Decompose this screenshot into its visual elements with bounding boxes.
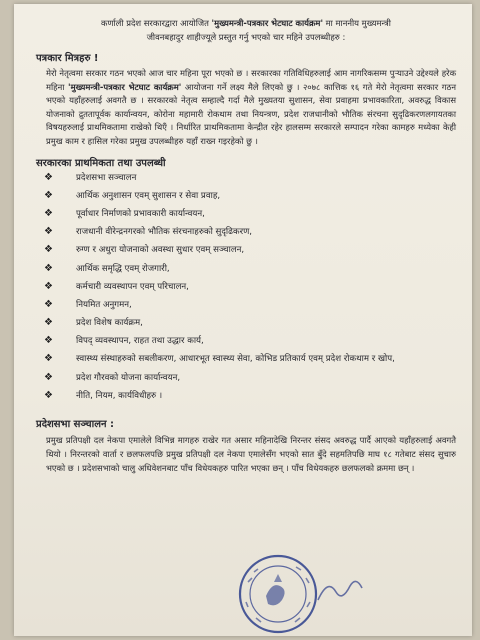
- list-item-text: प्रदेश गौरवको योजना कार्यान्वयन,: [76, 372, 181, 383]
- diamond-bullet-icon: ❖: [44, 226, 53, 238]
- list-item: [36, 208, 456, 221]
- diamond-bullet-icon: ❖: [44, 389, 53, 401]
- list-item-text: कर्मचारी व्यवस्थापन एवम् परिचालन,: [76, 281, 189, 292]
- list-item: [36, 190, 456, 203]
- list-item-text: प्रदेशसभा सञ्चालन: [76, 172, 137, 183]
- greeting-heading: पत्रकार मित्रहरु !: [36, 53, 99, 64]
- list-item: [36, 390, 456, 403]
- diamond-bullet-icon: ❖: [44, 207, 53, 219]
- list-item: [36, 263, 456, 276]
- list-item-text: प्रदेश विशेष कार्यक्रम,: [76, 318, 143, 329]
- diamond-bullet-icon: ❖: [44, 171, 53, 183]
- diamond-bullet-icon: ❖: [44, 371, 53, 383]
- diamond-bullet-icon: ❖: [44, 298, 53, 310]
- list-item: [36, 335, 456, 348]
- diamond-bullet-icon: ❖: [44, 353, 53, 365]
- diamond-bullet-icon: ❖: [44, 189, 53, 201]
- signature-mark: [314, 570, 374, 610]
- list-item: [36, 317, 456, 330]
- list-item: [36, 172, 456, 185]
- list-item: [36, 244, 456, 257]
- intro-block: [36, 16, 456, 44]
- assembly-heading: प्रदेशसभा सञ्चालन :: [36, 419, 115, 431]
- diamond-bullet-icon: ❖: [44, 244, 53, 256]
- list-item-text: रुग्ण र अधुरा योजनाको अवस्था सुधार एवम् सञ्चालन,: [76, 245, 245, 256]
- priorities-list: [36, 172, 456, 403]
- greeting-paragraph: [46, 67, 456, 149]
- greeting-para-b: आयोजना गर्ने लक्ष्य मैले लिएको छु । २०७८ कात्तिक १६ गते मेरो नेतृत्वमा सरकार गठन भएको यहाँहरुलाई अवगतै छ । सरकारको नेतृत्व सम्हाल्दै गर्दा मैले मुख्यतया सुशासन, सेवा प्रवाहमा प्रभावकारिता, अवरुद्ध विकास योजनाको द्रुततापूर्वक कार्यान्वयन, कोरोना महामारी रोकथाम तथा नियन्त्रण, प्रदेश राजधानीको भौतिक संरचना सुदृढिकरणलगायतका विषयहरुलाई प्राथमिकतामा राखेको थिएँ । निर्धारित प्राथमिकतामा केन्द्रीत रहेर हालसम्म सरकारले सम्पादन गरेका कामहरु मध्येका केही प्रमुख काम र हासिल गरेका प्रमुख उपलब्धीहरु यहाँ राख्न गइरहेको छु ।: [46, 81, 456, 146]
- list-item: [36, 353, 456, 366]
- office-seal-stamp: [236, 552, 320, 636]
- list-item-text: स्वास्थ्य संस्थाहरुको सबलीकरण, आधारभूत स्वास्थ्य सेवा, कोभिड प्रतिकार्य एवम् प्रदेश रोकथाम र खोप,: [76, 354, 395, 365]
- list-item: [36, 226, 456, 239]
- list-item-text: आर्थिक समृद्धि एवम् रोजगारी,: [76, 263, 170, 274]
- list-item-text: राजधानी वीरेन्द्रनगरको भौतिक संरचनाहरुको सुदृढिकरण,: [76, 227, 253, 238]
- document-page: [14, 4, 472, 636]
- list-item: [36, 372, 456, 385]
- list-item-text: नीति, नियम, कार्यविधीहरु ।: [76, 390, 163, 401]
- list-item-text: पूर्वाधार निर्माणको प्रभावकारी कार्यान्वयन,: [76, 208, 205, 219]
- diamond-bullet-icon: ❖: [44, 317, 53, 329]
- greeting-program-name: 'मुख्यमन्त्री-पत्रकार भेटघाट कार्यक्रम': [68, 81, 182, 92]
- diamond-bullet-icon: ❖: [44, 335, 53, 347]
- greeting-para-a: मेरो नेतृत्वमा सरकार गठन भएको आज चार महिना पूरा भएको छ । सरकारका गतिविधिहरुलाई आम नागरिकसम्म पुऱ्याउने उद्देश्यले हरेक महिना: [46, 68, 456, 92]
- diamond-bullet-icon: ❖: [44, 280, 53, 292]
- list-item-text: नियमित अनुगमन,: [76, 299, 132, 310]
- list-item: [36, 281, 456, 294]
- intro-line-2: जीवनबहादुर शाहीज्यूले प्रस्तुत गर्नु भएको चार महिने उपलब्धीहरु :: [146, 32, 346, 42]
- intro-line-1-post: मा माननीय मुख्यमन्त्री: [323, 18, 391, 28]
- priorities-heading: सरकारका प्राथमिकता तथा उपलब्धी: [36, 157, 166, 169]
- list-item-text: आर्थिक अनुशासन एवम् सुशासन र सेवा प्रवाह,: [76, 190, 221, 201]
- intro-line-1-pre: कर्णाली प्रदेश सरकारद्वारा आयोजित: [101, 18, 212, 28]
- assembly-paragraph: प्रमुख प्रतिपक्षी दल नेकपा एमालेले विभिन्न मागहरु राखेर गत असार महिनादेखि निरन्तर संसद अवरुद्ध पार्दै आएको यहाँहरुलाई अवगतै थियो । निरन्तरको वार्ता र छलफलपछि प्रमुख प्रतिपक्षी दल नेकपा एमालेसँग भएको सात बुँदे सहमतिपछि माघ १८ गतेबाट संसद सुचारु भएको छ । प्रदेशसभाको चालु अधिवेशनबाट पाँच विधेयकहरु पारित भएका छन् । पाँच विधेयकहरु छलफलको क्रममा छन् ।: [46, 435, 456, 473]
- list-item: [36, 299, 456, 312]
- list-item-text: विपद् व्यवस्थापन, राहत तथा उद्धार कार्य,: [76, 336, 204, 347]
- intro-program-name: 'मुख्यमन्त्री-पत्रकार भेटघाट कार्यक्रम': [211, 18, 324, 28]
- document-body: [36, 16, 456, 479]
- intro-line-1: [36, 16, 456, 30]
- diamond-bullet-icon: ❖: [44, 262, 53, 274]
